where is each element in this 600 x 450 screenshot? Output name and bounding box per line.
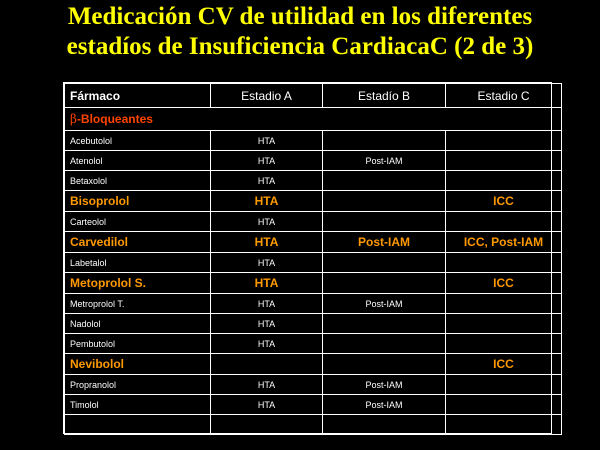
estadio-b-cell: Post-IAM [323, 375, 446, 395]
slide-title-line1: Medicación CV de utilidad en los diferentes [67, 3, 533, 30]
table-row [65, 375, 562, 395]
estadio-a-cell: HTA [211, 253, 323, 273]
table-row [65, 232, 562, 253]
estadio-c-cell [446, 395, 562, 415]
estadio-b-cell [323, 171, 446, 191]
estadio-b-cell [323, 334, 446, 354]
estadio-b-cell [323, 314, 446, 334]
estadio-a-cell: HTA [211, 131, 323, 151]
header-farmaco: Fármaco [65, 84, 211, 108]
section-label [65, 108, 562, 131]
empty-cell [323, 415, 446, 435]
slide-title-line2: estadíos de Insuficiencia CardiacaC (2 de 3) [66, 33, 534, 60]
medication-table-body [65, 84, 562, 435]
estadio-b-cell [323, 191, 446, 212]
estadio-c-cell: ICC [446, 273, 562, 294]
table-row [65, 212, 562, 232]
header-estadio-a: Estadio A [211, 84, 323, 108]
estadio-c-cell [446, 151, 562, 171]
empty-cell [211, 415, 323, 435]
estadio-b-cell [323, 131, 446, 151]
estadio-c-cell: ICC, Post-IAM [446, 232, 562, 253]
slide-title [0, 2, 600, 62]
estadio-c-cell [446, 212, 562, 232]
table-row [65, 354, 562, 375]
estadio-a-cell: HTA [211, 294, 323, 314]
estadio-b-cell [323, 354, 446, 375]
empty-cell [446, 415, 562, 435]
drug-name-cell: Nadolol [65, 314, 211, 334]
estadio-a-cell: HTA [211, 191, 323, 212]
estadio-c-cell: ICC [446, 354, 562, 375]
header-estadio-b: Estadío B [323, 84, 446, 108]
table-row [65, 131, 562, 151]
estadio-c-cell [446, 334, 562, 354]
drug-name-cell: Timolol [65, 395, 211, 415]
table-row [65, 334, 562, 354]
drug-name-cell: Carteolol [65, 212, 211, 232]
estadio-a-cell: HTA [211, 273, 323, 294]
medication-table-frame [63, 82, 552, 434]
estadio-c-cell: ICC [446, 191, 562, 212]
section-label-text: -Bloqueantes [76, 112, 153, 126]
table-row [65, 294, 562, 314]
estadio-b-cell: Post-IAM [323, 232, 446, 253]
drug-name-cell: Nevibolol [65, 354, 211, 375]
estadio-c-cell [446, 131, 562, 151]
estadio-b-cell: Post-IAM [323, 294, 446, 314]
drug-name-cell: Pembutolol [65, 334, 211, 354]
table-row [65, 253, 562, 273]
estadio-a-cell: HTA [211, 151, 323, 171]
table-row [65, 171, 562, 191]
drug-name-cell: Labetalol [65, 253, 211, 273]
estadio-a-cell: HTA [211, 334, 323, 354]
estadio-a-cell: HTA [211, 171, 323, 191]
estadio-b-cell: Post-IAM [323, 151, 446, 171]
estadio-c-cell [446, 314, 562, 334]
estadio-b-cell [323, 273, 446, 294]
estadio-a-cell: HTA [211, 314, 323, 334]
drug-name-cell: Bisoprolol [65, 191, 211, 212]
medication-table [64, 83, 562, 435]
table-row [65, 395, 562, 415]
table-row-empty [65, 415, 562, 435]
estadio-c-cell [446, 375, 562, 395]
header-estadio-c: Estadio C [446, 84, 562, 108]
table-row [65, 314, 562, 334]
drug-name-cell: Acebutolol [65, 131, 211, 151]
drug-name-cell: Metoprolol S. [65, 273, 211, 294]
estadio-c-cell [446, 171, 562, 191]
estadio-a-cell [211, 354, 323, 375]
estadio-c-cell [446, 253, 562, 273]
table-header-row [65, 84, 562, 108]
drug-name-cell: Carvedilol [65, 232, 211, 253]
beta-symbol: β [70, 112, 77, 126]
drug-name-cell: Atenolol [65, 151, 211, 171]
table-row [65, 273, 562, 294]
drug-name-cell: Propranolol [65, 375, 211, 395]
empty-cell [65, 415, 211, 435]
estadio-a-cell: HTA [211, 212, 323, 232]
estadio-a-cell: HTA [211, 395, 323, 415]
drug-name-cell: Metroprolol T. [65, 294, 211, 314]
section-row-beta-blockers [65, 108, 562, 131]
drug-name-cell: Betaxolol [65, 171, 211, 191]
estadio-a-cell: HTA [211, 375, 323, 395]
estadio-c-cell [446, 294, 562, 314]
estadio-b-cell [323, 212, 446, 232]
estadio-a-cell: HTA [211, 232, 323, 253]
table-row [65, 191, 562, 212]
estadio-b-cell [323, 253, 446, 273]
estadio-b-cell: Post-IAM [323, 395, 446, 415]
table-row [65, 151, 562, 171]
